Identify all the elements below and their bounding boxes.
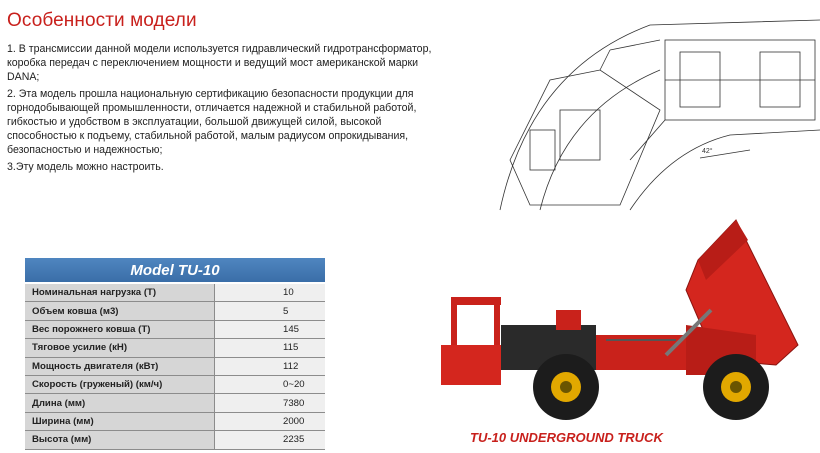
spec-label: Тяговое усилие (кН) [25, 339, 215, 356]
spec-value: 7380 [215, 394, 325, 411]
spec-row [25, 339, 325, 357]
spec-value: 2000 [215, 413, 325, 430]
spec-row [25, 284, 325, 302]
turning-radius-diagram [470, 10, 820, 215]
feature-item-1: 1. В трансмиссии данной модели используется гидравлический гидротрансформатор, коробка передач с переключением мощности и ведущий мост американской марки DANA; [7, 43, 432, 84]
spec-label: Мощность двигателя (кВт) [25, 358, 215, 375]
spec-row [25, 413, 325, 431]
spec-label: Вес порожнего ковша (Т) [25, 321, 215, 338]
spec-table-header: Model TU-10 [25, 258, 325, 282]
spec-value: 0~20 [215, 376, 325, 393]
spec-value: 10 [215, 284, 325, 301]
spec-label: Ширина (мм) [25, 413, 215, 430]
truck-image [436, 215, 820, 430]
spec-value: 115 [215, 339, 325, 356]
spec-label: Скорость (груженый) (км/ч) [25, 376, 215, 393]
spec-label: Высота (мм) [25, 431, 215, 448]
features-list [7, 42, 437, 176]
spec-row [25, 376, 325, 394]
spec-row [25, 394, 325, 412]
truck-front-outline [510, 70, 660, 205]
inner-arc-2 [630, 130, 820, 210]
spec-value: 112 [215, 358, 325, 375]
page-title: Особенности модели [7, 10, 197, 31]
outer-arc [500, 20, 820, 210]
spec-label: Объем ковша (м3) [25, 302, 215, 319]
spec-value: 5 [215, 302, 325, 319]
spec-row [25, 358, 325, 376]
truck-canopy [451, 297, 501, 305]
spec-row [25, 431, 325, 449]
feature-item-3: 3.Эту модель можно настроить. [7, 160, 164, 173]
angle-label: 42° [702, 148, 713, 155]
spec-table [25, 284, 325, 450]
spec-value: 2235 [215, 431, 325, 448]
spec-label: Номинальная нагрузка (Т) [25, 284, 215, 301]
spec-row [25, 302, 325, 320]
truck-caption: TU-10 UNDERGROUND TRUCK [470, 430, 663, 445]
spec-label: Длина (мм) [25, 394, 215, 411]
spec-row [25, 321, 325, 339]
spec-value: 145 [215, 321, 325, 338]
feature-item-2: 2. Эта модель прошла национальную сертификацию безопасности продукции для горнодобывающей промышленности, отличается надежной и стабильной работой, гибкостью и удобством в эксплуатации, большой движущей силой, высокой способностью к подъему, стабильной работой, малым радиусом опрокидывания, безопасностью и надежностью; [7, 87, 417, 157]
